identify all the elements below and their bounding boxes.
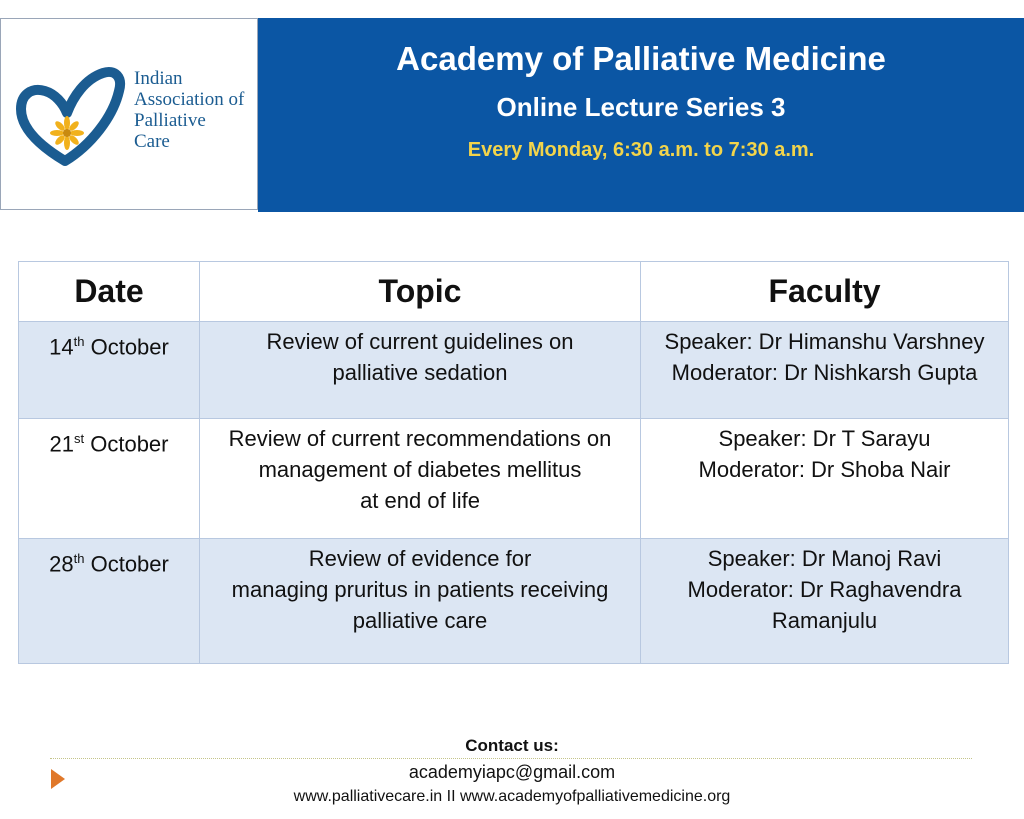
- footer-divider: [50, 758, 972, 759]
- date-day: 21: [49, 431, 74, 457]
- speaker-line: Speaker: Dr Manoj Ravi: [707, 546, 942, 571]
- faculty-cell: [641, 539, 1009, 664]
- table-row: [19, 419, 1009, 539]
- logo-line: Association of: [134, 89, 245, 110]
- moderator-line: Moderator: Dr Shoba Nair: [698, 457, 951, 482]
- logo-panel: [0, 18, 258, 210]
- schedule-text: Every Monday, 6:30 a.m. to 7:30 a.m.: [467, 139, 815, 161]
- triangle-right-icon: [51, 769, 65, 789]
- page-subtitle: Online Lecture Series 3: [496, 92, 786, 122]
- column-header-faculty: Faculty: [641, 262, 1009, 322]
- logo-wordmark: [134, 68, 244, 152]
- logo-line: Care: [134, 131, 170, 152]
- moderator-line: Ramanjulu: [771, 608, 878, 633]
- date-month: October: [90, 551, 169, 577]
- moderator-line: Moderator: Dr Raghavendra: [687, 577, 962, 602]
- faculty-cell: [641, 419, 1009, 539]
- date-cell: [19, 539, 200, 664]
- date-month: October: [90, 334, 169, 360]
- date-suffix: th: [73, 551, 85, 566]
- contact-label: Contact us:: [465, 736, 559, 755]
- contact-email-link[interactable]: academyiapc@gmail.com: [408, 762, 616, 782]
- topic-line: managing pruritus in patients receiving: [231, 577, 609, 602]
- heart-flower-logo-icon: [15, 61, 127, 171]
- topic-cell: [200, 322, 641, 419]
- speaker-line: Speaker: Dr T Sarayu: [718, 426, 931, 451]
- date-month: October: [90, 431, 169, 457]
- table-row: [19, 322, 1009, 419]
- date-cell: [19, 322, 200, 419]
- topic-cell: [200, 419, 641, 539]
- column-header-date: Date: [19, 262, 200, 322]
- topic-cell: [200, 539, 641, 664]
- lecture-schedule-table: [18, 261, 1009, 664]
- header-banner: [258, 18, 1024, 212]
- table-row: [19, 539, 1009, 664]
- website-links[interactable]: www.palliativecare.in II www.academyofpalliativemedicine.org: [293, 788, 731, 805]
- speaker-line: Speaker: Dr Himanshu Varshney: [664, 329, 985, 354]
- date-cell: [19, 419, 200, 539]
- topic-line: management of diabetes mellitus: [258, 457, 582, 482]
- logo-line: Indian: [134, 68, 183, 89]
- page-title: Academy of Palliative Medicine: [396, 40, 886, 77]
- logo-line: Palliative: [134, 110, 206, 131]
- topic-line: palliative care: [352, 608, 488, 633]
- date-suffix: th: [73, 334, 85, 349]
- date-day: 28: [49, 551, 74, 577]
- column-header-topic: Topic: [200, 262, 641, 322]
- date-day: 14: [49, 334, 74, 360]
- table-header-row: [19, 262, 1009, 322]
- topic-line: Review of current recommendations on: [228, 426, 612, 451]
- moderator-line: Moderator: Dr Nishkarsh Gupta: [671, 360, 978, 385]
- topic-line: palliative sedation: [332, 360, 508, 385]
- topic-line: Review of current guidelines on: [266, 329, 574, 354]
- topic-line: at end of life: [360, 488, 480, 513]
- faculty-cell: [641, 322, 1009, 419]
- contact-footer: [0, 736, 1024, 805]
- date-suffix: st: [73, 431, 85, 446]
- topic-line: Review of evidence for: [308, 546, 532, 571]
